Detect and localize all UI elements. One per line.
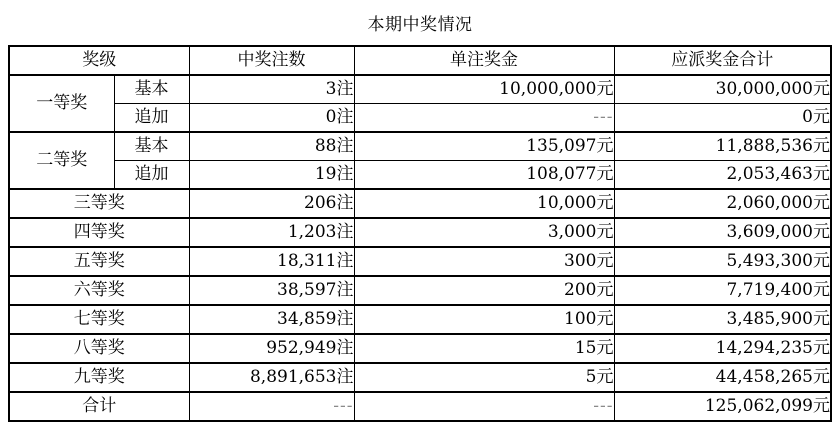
- prize-level-cell: 八等奖: [9, 334, 189, 363]
- header-total-payout: 应派奖金合计: [614, 46, 831, 75]
- prize-subtype-cell: 基本: [114, 75, 189, 104]
- prize-level-cell: 九等奖: [9, 363, 189, 392]
- table-row: [9, 247, 831, 276]
- total-payout-cell: 30,000,000元: [614, 75, 831, 104]
- prize-per-bet-cell: 10,000,000元: [354, 75, 614, 104]
- header-winning-bets: 中奖注数: [189, 46, 354, 75]
- winning-bets-cell: 206注: [189, 189, 354, 218]
- table-row-total: [9, 392, 831, 421]
- prize-per-bet-cell: 108,077元: [354, 161, 614, 190]
- total-payout-cell: 7,719,400元: [614, 276, 831, 305]
- prize-per-bet-cell: 100元: [354, 305, 614, 334]
- total-payout-cell: 3,485,900元: [614, 305, 831, 334]
- prize-level-cell: 三等奖: [9, 189, 189, 218]
- prize-subtype-cell: 追加: [114, 161, 189, 190]
- prize-per-bet-cell: 300元: [354, 247, 614, 276]
- header-prize-per-bet: 单注奖金: [354, 46, 614, 75]
- total-payout-cell: 5,493,300元: [614, 247, 831, 276]
- prize-per-bet-cell: 5元: [354, 363, 614, 392]
- winning-bets-cell: 34,859注: [189, 305, 354, 334]
- table-row: [9, 161, 831, 190]
- prize-level-cell: 五等奖: [9, 247, 189, 276]
- prize-per-bet-cell: 15元: [354, 334, 614, 363]
- table-header-row: [9, 46, 831, 75]
- winning-bets-cell: 1,203注: [189, 218, 354, 247]
- prize-level-cell: 一等奖: [9, 75, 114, 132]
- prize-per-bet-cell: ---: [354, 392, 614, 421]
- prize-level-cell: 二等奖: [9, 132, 114, 189]
- table-row: [9, 132, 831, 161]
- prize-level-cell: 六等奖: [9, 276, 189, 305]
- prize-per-bet-cell: 3,000元: [354, 218, 614, 247]
- table-row: [9, 189, 831, 218]
- prize-level-cell: 四等奖: [9, 218, 189, 247]
- table-row: [9, 218, 831, 247]
- winning-bets-cell: ---: [189, 392, 354, 421]
- winning-bets-cell: 38,597注: [189, 276, 354, 305]
- winning-bets-cell: 952,949注: [189, 334, 354, 363]
- winning-bets-cell: 18,311注: [189, 247, 354, 276]
- total-payout-cell: 3,609,000元: [614, 218, 831, 247]
- prize-level-cell: 七等奖: [9, 305, 189, 334]
- total-payout-cell: 2,053,463元: [614, 161, 831, 190]
- prize-per-bet-cell: 10,000元: [354, 189, 614, 218]
- table-row: [9, 276, 831, 305]
- total-payout-cell: 2,060,000元: [614, 189, 831, 218]
- prize-subtype-cell: 基本: [114, 132, 189, 161]
- total-payout-cell: 44,458,265元: [614, 363, 831, 392]
- prize-results-table: [8, 45, 832, 422]
- total-payout-cell: 14,294,235元: [614, 334, 831, 363]
- total-payout-cell: 11,888,536元: [614, 132, 831, 161]
- winning-bets-cell: 3注: [189, 75, 354, 104]
- table-row: [9, 75, 831, 104]
- page-title: 本期中奖情况: [367, 15, 473, 35]
- table-row: [9, 334, 831, 363]
- total-payout-cell: 0元: [614, 104, 831, 133]
- winning-bets-cell: 19注: [189, 161, 354, 190]
- winning-bets-cell: 0注: [189, 104, 354, 133]
- table-row: [9, 363, 831, 392]
- prize-subtype-cell: 追加: [114, 104, 189, 133]
- winning-bets-cell: 88注: [189, 132, 354, 161]
- table-row: [9, 104, 831, 133]
- prize-per-bet-cell: 200元: [354, 276, 614, 305]
- prize-per-bet-cell: ---: [354, 104, 614, 133]
- prize-level-cell: 合计: [9, 392, 189, 421]
- table-row: [9, 305, 831, 334]
- winning-bets-cell: 8,891,653注: [189, 363, 354, 392]
- header-prize-level: 奖级: [9, 46, 189, 75]
- prize-per-bet-cell: 135,097元: [354, 132, 614, 161]
- total-payout-cell: 125,062,099元: [614, 392, 831, 421]
